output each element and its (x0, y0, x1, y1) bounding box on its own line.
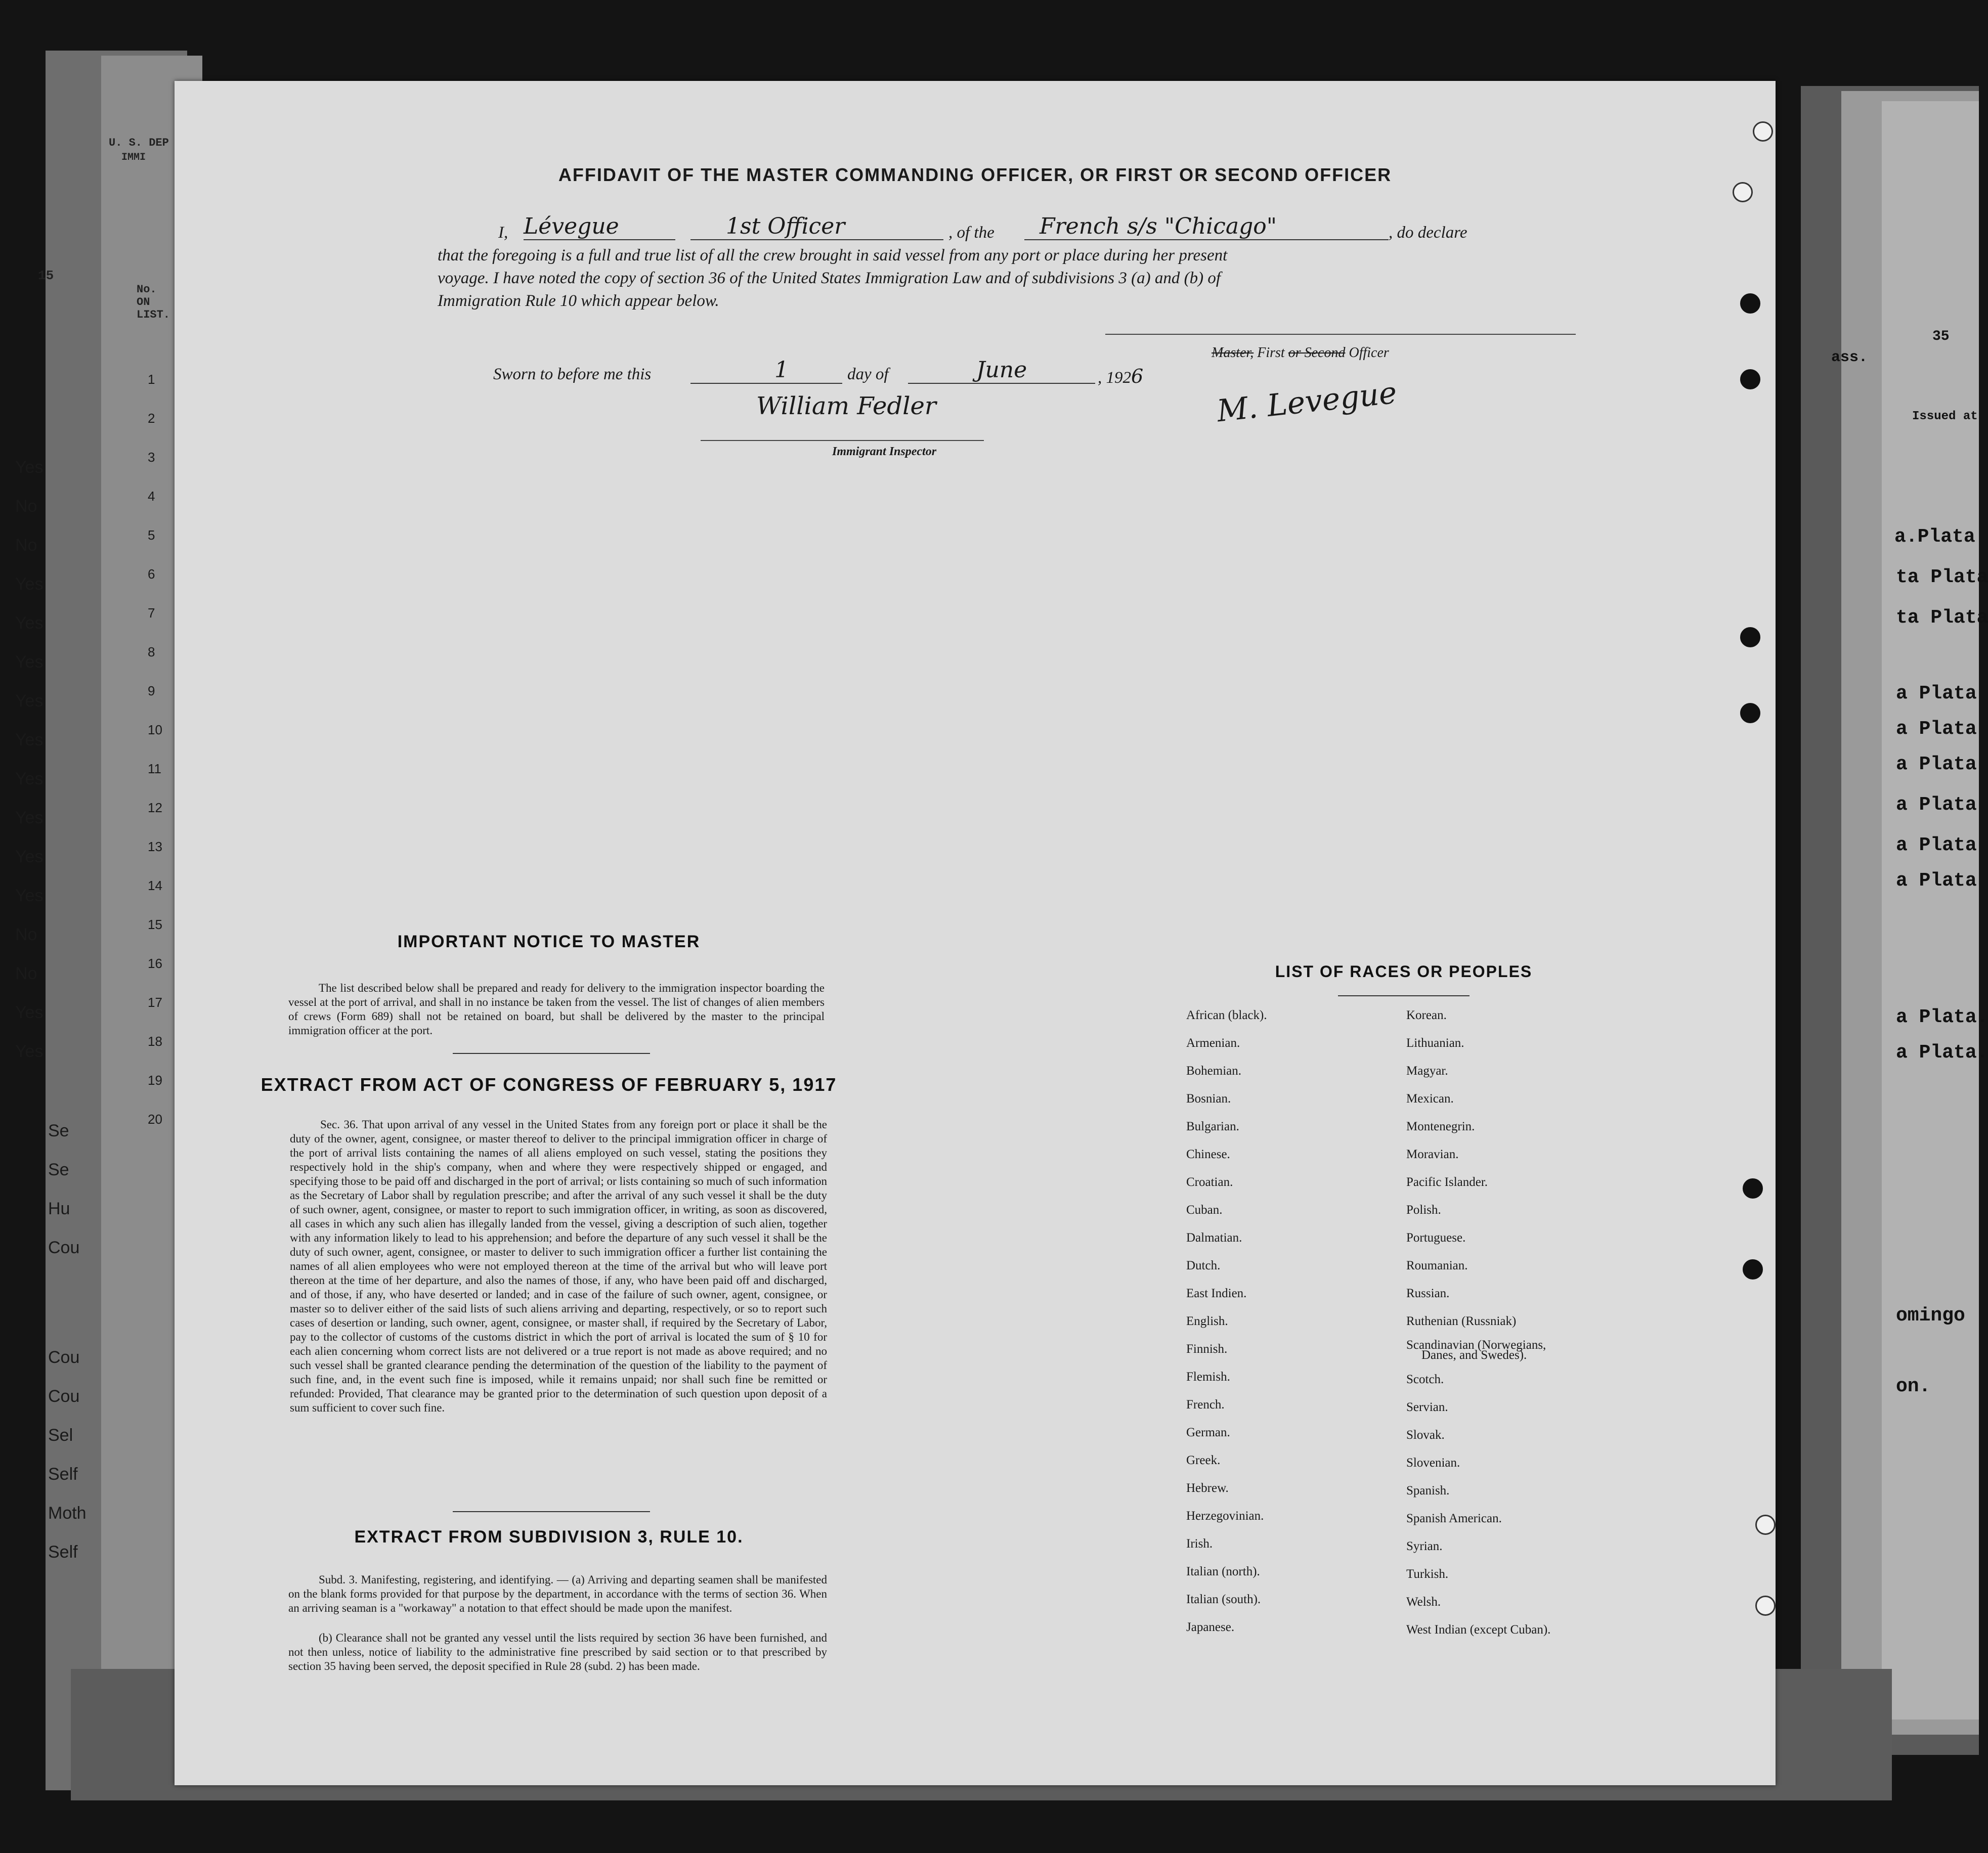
race-item: Greek. (1186, 1453, 1221, 1467)
race-item: Italian (south). (1186, 1593, 1261, 1606)
vessel-name: French s/s "Chicago" (1024, 213, 1389, 240)
race-item: African (black). (1186, 1008, 1267, 1022)
divider (453, 1053, 650, 1054)
race-item: Bulgarian. (1186, 1120, 1239, 1133)
race-item: Russian. (1406, 1287, 1450, 1300)
races-left-column (1186, 1001, 1409, 1641)
back-answer: Self (48, 1542, 78, 1562)
notice-body: The list described below shall be prepared and ready for delivery to the immigration inspector boarding the vessel at the port of arrival, and shall in no instance be taken from the vessel. The list of changes of alien members of crews (Form 689) shall not be retained on board, but shall be delivered by the master to the principal immigration officer at the port. (288, 982, 825, 1037)
back-header-2: IMMI (121, 152, 146, 163)
back-answer: Se (48, 1121, 69, 1140)
race-item: Ruthenian (Russniak) (1406, 1314, 1517, 1328)
race-item: Welsh. (1406, 1595, 1441, 1609)
race-item: Irish. (1186, 1537, 1213, 1551)
back-row-number: 7 (148, 605, 155, 621)
punch-hole (1755, 1515, 1776, 1535)
race-item: Scotch. (1406, 1373, 1444, 1386)
race-item: Roumanian. (1406, 1259, 1468, 1272)
race-item: Servian. (1406, 1400, 1448, 1414)
punch-hole (1743, 1259, 1763, 1280)
sworn-year: , 1926 (1098, 365, 1144, 387)
back-answer: Self (48, 1465, 78, 1484)
act-title: EXTRACT FROM ACT OF CONGRESS OF FEBRUARY 5, 1917 (261, 1074, 837, 1095)
back-row-number: 16 (148, 956, 162, 971)
notice-title: IMPORTANT NOTICE TO MASTER (397, 932, 701, 951)
back-row-number: 9 (148, 683, 155, 698)
back-row-number: 2 (148, 411, 155, 426)
back-right-entry: a Plata (1896, 683, 1977, 704)
race-item: Scandinavian (Norwegians, (1406, 1338, 1546, 1352)
race-item: Finnish. (1186, 1342, 1228, 1356)
back-answer: Yes (15, 652, 44, 672)
back-right-entry: on. (1896, 1376, 1931, 1397)
race-item: Polish. (1406, 1203, 1441, 1217)
back-answer: Yes (15, 613, 44, 633)
back-answer: No (15, 964, 37, 983)
rule-title: EXTRACT FROM SUBDIVISION 3, RULE 10. (354, 1527, 744, 1547)
back-answer: No (15, 925, 37, 944)
sworn-day-of: day of (847, 365, 889, 383)
decl-of-the: , of the (948, 224, 995, 242)
race-item: Lithuanian. (1406, 1036, 1464, 1050)
punch-hole (1743, 1178, 1763, 1199)
back-row-number: 19 (148, 1073, 162, 1088)
race-item: Spanish American. (1406, 1512, 1502, 1525)
back-right-entry: ta Plata (1896, 607, 1988, 629)
back-answer: No (15, 497, 37, 516)
back-right-label-35: 35 (1932, 329, 1950, 344)
back-row-number: 1 (148, 372, 155, 387)
race-item: Japanese. (1186, 1620, 1235, 1634)
back-answer: Moth (48, 1504, 87, 1523)
race-item: East Indien. (1186, 1287, 1247, 1300)
race-item: Dalmatian. (1186, 1231, 1242, 1245)
race-item: Chinese. (1186, 1148, 1230, 1161)
race-item: Pacific Islander. (1406, 1175, 1488, 1189)
divider (453, 1511, 650, 1512)
officer-rank: 1st Officer (690, 213, 943, 240)
back-answer: Sel (48, 1426, 73, 1445)
inspector-signature: William Fedler (756, 392, 936, 420)
decl-do-declare: , do declare (1389, 224, 1467, 242)
race-item: English. (1186, 1314, 1228, 1328)
back-col-15: 15 (38, 268, 54, 283)
race-item: Herzegovinian. (1186, 1509, 1264, 1523)
officer-name: Lévegue (524, 213, 675, 240)
race-item: Syrian. (1406, 1539, 1443, 1553)
back-answer: Cou (48, 1387, 80, 1406)
decl-line4: Immigration Rule 10 which appear below. (438, 292, 719, 310)
back-row-number: 8 (148, 644, 155, 659)
punch-hole (1755, 1596, 1776, 1616)
inspector-label: Immigrant Inspector (832, 445, 937, 458)
back-answer: Yes (15, 1042, 44, 1061)
officer-title-line: Master, First or Second Officer (1212, 345, 1389, 361)
race-item: Armenian. (1186, 1036, 1240, 1050)
back-right-entry: a Plata (1896, 754, 1977, 775)
back-answer: Hu (48, 1199, 70, 1218)
back-right-label-issued: Issued at (1912, 410, 1978, 423)
affidavit-sheet (175, 81, 1776, 1785)
back-answer: Yes (15, 808, 44, 827)
act-body: Sec. 36. That upon arrival of any vessel in the United States from any foreign port or place it shall be the duty of the owner, agent, consignee, or master thereof to deliver to the principal immigration officer in charge of the port of arrival lists containing the names of all aliens employed on such vessel, stating the positions they respectively hold in the ship's company, when and where they were respectively shipped or engaged, and specifying those to be paid off and discharged in the port of arrival; or lists containing so much of such information as the Secretary of Labor shall by regulation prescribe; and after the arrival of any such vessel it shall be the duty of such owner, agent, consignee, or master to report to such immigration officer, in writing, as soon as discovered, all cases in which any such alien has illegally landed from the vessel, giving a description of such alien, together with any information likely to lead to his apprehension; and before the departure of any such vessel it shall be the duty of such owner, agent, consignee, or master to deliver to such immigration officer a further list containing the names of all alien employees who were not employed thereon at the time of the arrival but who will leave port thereon at the time of her departure, and also the names of those, if any, who have been paid off and discharged, and of those, if any, who have deserted or landed; and in case of the failure of such owner, agent, consignee, or master so to deliver either of the said lists of such aliens arriving and departing, respectively, or so to report such cases of desertion or landing, such owner, agent, consignee, or master shall, if required by the Secretary of Labor, pay to the collector of customs of the customs district in which the port of arrival is located the sum of § 10 for each alien concerning whom correct lists are not delivered or a true report is not made as above required; and no such vessel shall be granted clearance pending the determination of the question of the liability to the payment of such fine, and, in the event such fine is imposed, while it remains unpaid; nor shall such fine be remitted or refunded: Provided, That clearance may be granted prior to the determination of such question upon deposit of a sum sufficient to cover such fine. (290, 1118, 827, 1414)
back-right-entry: a.Plata (1894, 526, 1975, 548)
races-right-column (1406, 1001, 1690, 1644)
back-row-number: 13 (148, 839, 162, 854)
back-row-number: 5 (148, 527, 155, 543)
punch-hole (1740, 627, 1760, 647)
back-answer: No (15, 536, 37, 555)
back-answer: Yes (15, 730, 44, 749)
back-answer: Yes (15, 458, 44, 477)
back-right-entry: omingo (1896, 1305, 1965, 1327)
race-item: French. (1186, 1398, 1225, 1411)
back-row-number: 12 (148, 800, 162, 815)
punch-hole (1740, 369, 1760, 389)
back-row-number: 17 (148, 995, 162, 1010)
back-row-number: 14 (148, 878, 162, 893)
inspector-sig-line (701, 440, 984, 441)
race-item: German. (1186, 1426, 1230, 1439)
race-item: Slovak. (1406, 1428, 1445, 1442)
races-title: LIST OF RACES OR PEOPLES (1275, 962, 1533, 981)
race-item: Italian (north). (1186, 1565, 1260, 1578)
decl-i: I, (498, 224, 508, 242)
sworn-day: 1 (690, 357, 842, 384)
back-right-entry: a Plata (1896, 870, 1977, 892)
back-answer: Yes (15, 575, 44, 594)
race-item: Slovenian. (1406, 1456, 1460, 1470)
back-header: U. S. DEP (109, 137, 169, 149)
race-item: Magyar. (1406, 1064, 1448, 1078)
race-item: Croatian. (1186, 1175, 1233, 1189)
officer-signature: M. Levegue (1215, 375, 1399, 429)
back-right-entry: a Plata. (1896, 1042, 1988, 1064)
race-item: Spanish. (1406, 1484, 1450, 1497)
back-row-number: 3 (148, 450, 155, 465)
race-item: Dutch. (1186, 1259, 1221, 1272)
back-right-entry: a Plata. (1896, 1006, 1988, 1028)
divider (1338, 995, 1470, 996)
back-answer: Yes (15, 847, 44, 866)
rule-body-a: Subd. 3. Manifesting, registering, and identifying. — (a) Arriving and departing seamen shall be manifested on the blank forms provided for that purpose by the department, in accordance with the terms of section 36. When an arriving seaman is a "workaway" a notation to that effect should be made upon the manifest. (288, 1573, 827, 1614)
rule-body-b: (b) Clearance shall not be granted any vessel until the lists required by section 36 have been furnished, and not then unless, notice of liability to the administrative fine prescribed by said section or to that prescribed by section 35 having been served, the deposit specified in Rule 28 (subd. 2) has been made. (288, 1631, 827, 1672)
back-row-number: 15 (148, 917, 162, 932)
back-right-entry: a Plata (1896, 718, 1977, 740)
back-answer: Yes (15, 769, 44, 788)
back-answer: Cou (48, 1238, 80, 1257)
race-item: Montenegrin. (1406, 1120, 1475, 1133)
back-row-number: 10 (148, 722, 162, 737)
back-col-header: No. ON LIST. (137, 283, 170, 321)
back-right-entry: a Plata (1896, 834, 1977, 856)
race-item: Moravian. (1406, 1148, 1459, 1161)
race-item: Mexican. (1406, 1092, 1454, 1106)
race-item: West Indian (except Cuban). (1406, 1623, 1551, 1637)
back-row-number: 18 (148, 1034, 162, 1049)
back-row-number: 11 (148, 761, 161, 776)
race-item: Danes, and Swedes). (1421, 1348, 1527, 1362)
back-row-number: 4 (148, 489, 155, 504)
decl-line3: voyage. I have noted the copy of section 36 of the United States Immigration Law and of subdivisions 3 (a) and (b) of (438, 269, 1221, 287)
back-right-entry: a Plata (1896, 794, 1977, 816)
officer-sig-line (1105, 334, 1576, 335)
race-item: Flemish. (1186, 1370, 1230, 1384)
race-item: Cuban. (1186, 1203, 1223, 1217)
back-row-number: 6 (148, 566, 155, 582)
back-right-label-class: ass. (1831, 349, 1868, 366)
sworn-month: June (908, 357, 1095, 384)
punch-hole (1740, 703, 1760, 723)
affidavit-title: AFFIDAVIT OF THE MASTER COMMANDING OFFICER, OR FIRST OR SECOND OFFICER (558, 164, 1392, 185)
race-item: Korean. (1406, 1008, 1447, 1022)
back-row-number: 20 (148, 1112, 162, 1127)
back-answer: Yes (15, 691, 44, 711)
back-page-right-top (1882, 101, 1979, 1719)
race-item: Bohemian. (1186, 1064, 1242, 1078)
back-answer: Yes (15, 886, 44, 905)
back-right-entry: ta Plata (1896, 566, 1988, 588)
sworn-text: Sworn to before me this (493, 365, 652, 383)
race-item: Bosnian. (1186, 1092, 1231, 1106)
back-answer: Yes (15, 1003, 44, 1022)
back-answer: Cou (48, 1348, 80, 1367)
back-answer: Se (48, 1160, 69, 1179)
punch-hole (1753, 121, 1773, 142)
race-item: Portuguese. (1406, 1231, 1466, 1245)
race-item: Turkish. (1406, 1567, 1449, 1581)
punch-hole (1740, 293, 1760, 314)
race-item: Hebrew. (1186, 1481, 1229, 1495)
decl-line2: that the foregoing is a full and true list of all the crew brought in said vessel from any port or place during her present (438, 246, 1228, 264)
